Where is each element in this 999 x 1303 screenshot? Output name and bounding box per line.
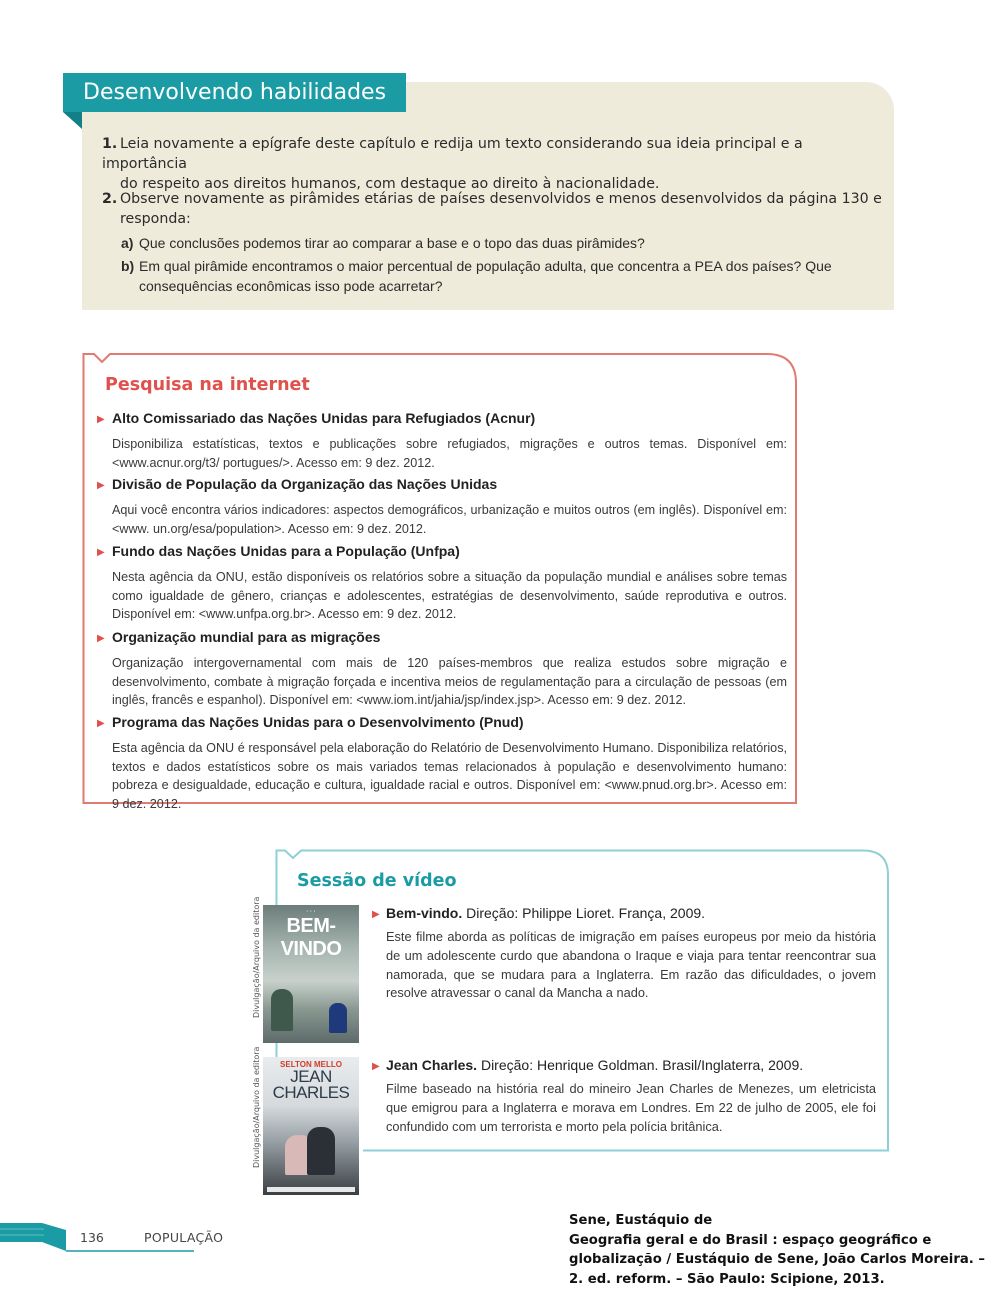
poster-figure [329, 1003, 347, 1033]
question-text: responda: [120, 211, 191, 227]
triangle-right-icon: ▶ [372, 1061, 380, 1072]
header-fold-decoration [63, 112, 82, 129]
poster-actor: SELTON MELLO [280, 1060, 342, 1069]
poster-figure [271, 989, 293, 1031]
citation-line: Geografia geral e do Brasil : espaço geográfico e [569, 1232, 932, 1248]
question-1 [102, 134, 882, 194]
section-title: Desenvolvendo habilidades [63, 73, 406, 112]
question-number: 2. [102, 191, 118, 207]
resource-title: Organização mundial para as migrações [112, 629, 381, 645]
resource-item [97, 713, 787, 813]
question-number: 1. [102, 136, 118, 152]
film-info: Direção: Philippe Lioret. França, 2009. [462, 905, 706, 921]
sub-question-label: b) [121, 258, 135, 274]
triangle-right-icon: ▶ [97, 414, 105, 425]
triangle-right-icon: ▶ [97, 547, 105, 558]
triangle-right-icon: ▶ [372, 909, 380, 920]
triangle-right-icon: ▶ [97, 718, 105, 729]
chapter-name: POPULAÇÃO [144, 1230, 224, 1245]
sub-question-text: Que conclusões podemos tirar ao comparar a base e o topo das duas pirâmides? [139, 235, 645, 251]
resource-item [97, 409, 787, 472]
page-number: 136 [80, 1230, 104, 1245]
question-text: Observe novamente as pirâmides etárias de países desenvolvidos e menos desenvolvidos da página 130 e [120, 191, 882, 207]
resource-item [97, 475, 787, 538]
film-description: Este filme aborda as políticas de imigração em países europeus por meio da história de um adolescente curdo que abandona o Iraque e viaja para tentar reencontrar sua namorada, que se mudara para a Inglaterra. Em razão das dificuldades, o jovem resolve atravessar o canal da Mancha a nado. [386, 929, 876, 1001]
video-title: Sessão de vídeo [297, 871, 457, 891]
question-2b [121, 256, 881, 296]
citation-line: Sene, Eustáquio de [569, 1213, 713, 1228]
poster-credits-line: · · · [306, 909, 316, 915]
bem-vindo-poster [263, 905, 359, 1043]
film-description: Filme baseado na história real do mineiro Jean Charles de Menezes, um eletricista que emigrou para a Inglaterra e morava em Londres. Em 22 de julho de 2005, ele foi confundido com um terrorista e morto pela polícia britânica. [386, 1081, 876, 1134]
poster-title-line-2: CHARLES [272, 1083, 350, 1102]
film-item [372, 904, 876, 1003]
poster-figure [307, 1127, 335, 1175]
resource-item [97, 542, 787, 624]
film-title: Jean Charles. [386, 1057, 478, 1073]
poster-billing-block [267, 1187, 355, 1192]
resource-title: Divisão de População da Organização das Nações Unidas [112, 476, 498, 492]
question-text: do respeito aos direitos humanos, com destaque ao direito à nacionalidade. [120, 176, 660, 192]
triangle-right-icon: ▶ [97, 480, 105, 491]
resource-description: Disponibiliza estatísticas, textos e publicações sobre refugiados, migrações e outros temas. Disponível em: <www.acnur.org/t3/ portugues/>. Acesso em: 9 dez. 2012. [112, 437, 787, 470]
question-text: Leia novamente a epígrafe deste capítulo e redija um texto considerando sua ideia principal e a importância [102, 136, 803, 172]
pesquisa-title: Pesquisa na internet [105, 375, 310, 395]
question-2 [102, 189, 882, 229]
sub-question-text: Em qual pirâmide encontramos o maior percentual de população adulta, que concentra a PEA dos países? Que [139, 258, 832, 274]
film-title: Bem-vindo. [386, 905, 463, 921]
sub-question-label: a) [121, 235, 134, 251]
resource-title: Fundo das Nações Unidas para a População (Unfpa) [112, 543, 460, 559]
poster-title: BEM-VINDO [280, 915, 342, 960]
resource-description: Organização intergovernamental com mais de 120 países-membros que realiza estudos sobre migração e desenvolvimento, combate à migração forçada e incentiva meios de regulamentação para a circulação de pessoas (em inglês, francês e espanhol). Disponível em: <www.iom.int/jahia/jsp/index.jsp>. Acesso em: 9 dez. 2012. [112, 656, 787, 707]
film-info: Direção: Henrique Goldman. Brasil/Inglaterra, 2009. [477, 1057, 804, 1073]
triangle-right-icon: ▶ [97, 633, 105, 644]
jean-charles-poster [263, 1057, 359, 1195]
resource-title: Programa das Nações Unidas para o Desenvolvimento (Pnud) [112, 714, 524, 730]
image-credit: Divulgação/Arquivo da editora [252, 1046, 261, 1168]
question-2a [121, 233, 881, 253]
resource-title: Alto Comissariado das Nações Unidas para Refugiados (Acnur) [112, 410, 536, 426]
poster-title-line-1: JEAN [290, 1067, 332, 1086]
film-item [372, 1056, 876, 1136]
sub-question-text: consequências econômicas isso pode acarretar? [139, 278, 443, 294]
resource-description: Esta agência da ONU é responsável pela elaboração do Relatório de Desenvolvimento Humano. Disponibiliza relatórios, textos e dados estatísticos sobre os mais variados temas relacionados à população e desenvolvimento humano: pobreza e desigualdade, educação e cultura, igualdade racial e outros. Disponível em: <www.pnud.org.br>. Acesso em: 9 dez. 2012. [112, 741, 787, 811]
image-credit: Divulgação/Arquivo da editora [252, 896, 261, 1018]
resource-description: Nesta agência da ONU, estão disponíveis os relatórios sobre a situação da população mundial e análises sobre temas como igualdade de gênero, crianças e adolescentes, estratégias de desenvolvimento, saúde reprodutiva e outros. Disponível em: <www.unfpa.org.br>. Acesso em: 9 dez. 2012. [112, 570, 787, 621]
book-citation [569, 1211, 989, 1289]
citation-line: 2. ed. reform. – São Paulo: Scipione, 2013. [569, 1271, 885, 1287]
resource-item [97, 628, 787, 710]
citation-line: globalização / Eustáquio de Sene, João Carlos Moreira. – [569, 1252, 985, 1267]
resource-description: Aqui você encontra vários indicadores: aspectos demográficos, urbanização e muitos outros (em inglês). Disponível em: <www. un.org/esa/population>. Acesso em: 9 dez. 2012. [112, 503, 787, 536]
